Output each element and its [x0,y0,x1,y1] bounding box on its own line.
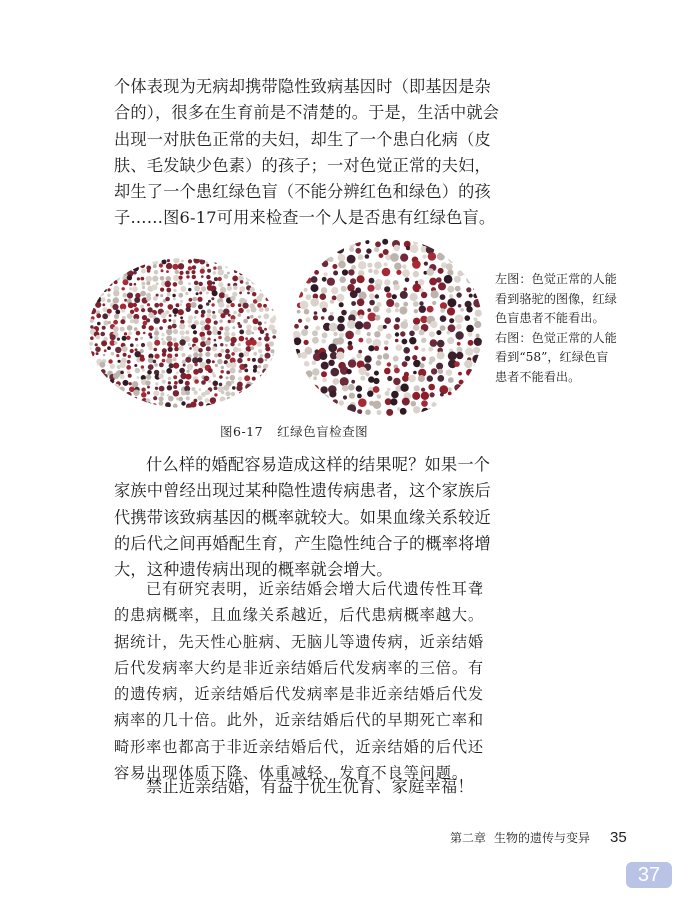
number-58-test-plate-image [293,238,483,418]
text-line: 代携带该致病基因的概率就较大。如果血缘关系较近 [114,507,491,527]
text-line: 个体表现为无病却携带隐性致病基因时（即基因是杂 [114,77,491,96]
text-line: 已有研究表明，近亲结婚会增大后代遗传性耳聋 [146,580,484,598]
text-line: 合的），很多在生育前是不清楚的。于是，生活中就会 [114,103,500,123]
text-line: 什么样的婚配容易造成这样的结果呢？如果一个 [146,455,491,474]
text-line: 家族中曾经出现过某种隐性遗传病患者，这个家族后 [114,481,491,501]
sidenote-line: 右图：色觉正常的人能 [495,330,617,345]
text-line: 病率的几十倍。此外，近亲结婚后代的早期死亡率和 [114,711,485,730]
text-line: 出现一对肤色正常的夫妇，却生了一个患白化病（皮 [114,129,491,149]
figure-number: 图6-17 [220,424,264,439]
sidenote-line: 看到骆驼的图像，红绿 [495,291,617,306]
viewer-page-number-badge: 37 [626,862,672,888]
figure-caption [220,422,368,440]
sidenote-line: 色盲患者不能看出。 [495,311,605,325]
sidenote-line: 患者不能看出。 [495,369,581,384]
paragraph-intro [114,74,500,232]
sidenote-line: 左图：色觉正常的人能 [495,272,617,286]
sidenote-line: 看到“58”，红绿色盲 [495,350,609,364]
paragraph-research [114,576,486,786]
text-line: 的患病概率，且血缘关系越近，后代患病概率越大。 [114,606,485,625]
camel-test-plate-image [88,258,278,408]
text-line: 后代发病率大约是非近亲结婚后代发病率的三倍。有 [114,658,485,677]
text-line: 的后代之间再婚配生育，产生隐性纯合子的概率将增 [114,533,491,553]
chapter-title: 生物的遗传与变异 [494,831,591,845]
paragraph-conclusion [114,774,486,800]
text-line: 肤、毛发缺少色素）的孩子；一对色觉正常的夫妇， [114,155,491,175]
printed-page-number: 35 [610,829,627,846]
figure-title: 红绿色盲检查图 [277,424,369,439]
text-line: 的遗传病，近亲结婚后代发病率是非近亲结婚后代发 [114,685,485,704]
dot-pattern-right [293,238,483,418]
text-line: 却生了一个患红绿色盲（不能分辨红色和绿色）的孩 [114,182,491,202]
text-line: 畸形率也都高于非近亲结婚后代，近亲结婚的后代还 [114,737,485,756]
chapter-label: 第二章 [450,831,487,845]
paragraph-marriage-question [114,452,491,583]
text-line: 据统计，先天性心脏病、无脑儿等遗传病，近亲结婚 [114,632,485,651]
figure-sidenote [495,270,635,387]
dot-pattern-left [88,258,278,408]
text-line: 子……图6-17可用来检查一个人是否患有红绿色盲。 [114,208,496,228]
text-line: 大，这种遗传病出现的概率就会增大。 [114,560,393,580]
text-line: 容易出现体质下降、体重减轻、发育不良等问题。 [114,764,468,783]
page-footer [450,829,627,846]
text-line: 禁止近亲结婚，有益于优生优育、家庭幸福！ [146,777,474,796]
figure-color-blindness-plates [88,238,488,438]
